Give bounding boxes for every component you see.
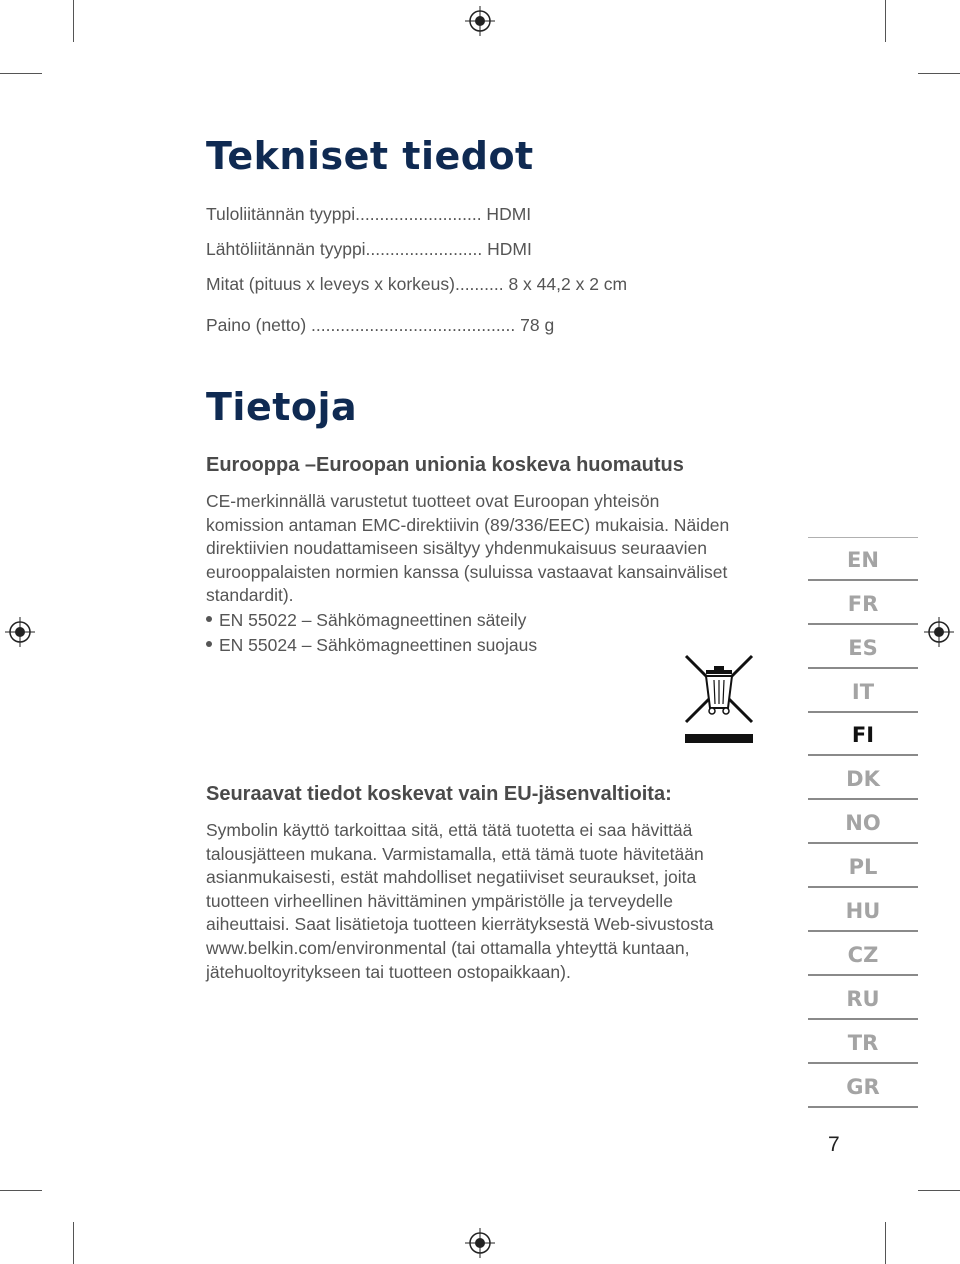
language-tab-en[interactable]: EN — [808, 537, 918, 581]
language-tab-gr[interactable]: GR — [808, 1064, 918, 1108]
language-tab-es[interactable]: ES — [808, 625, 918, 669]
language-tab-hu[interactable]: HU — [808, 888, 918, 932]
bullet-dot-icon — [206, 641, 212, 647]
standard-bullet-text: EN 55024 – Sähkömagneettinen suojaus — [219, 635, 538, 655]
crop-mark-top-left-h — [0, 73, 42, 74]
crop-mark-bottom-right-h — [918, 1190, 960, 1191]
spec-row-input-type: Tuloliitännän tyyppi.......................... HDMI — [206, 204, 532, 224]
weee-line: jätehuoltoyritykseen tai tuotteen ostopaikkaan). — [206, 961, 571, 982]
crop-mark-top-right-v — [885, 0, 886, 42]
crop-mark-bottom-left-h — [0, 1190, 42, 1191]
specs-heading: Tekniset tiedot — [206, 134, 534, 178]
eu-notice-subheading: Eurooppa –Euroopan unionia koskeva huomautus — [206, 454, 684, 476]
language-tab-ru[interactable]: RU — [808, 976, 918, 1020]
info-heading: Tietoja — [206, 385, 358, 429]
weee-line: asianmukaisesti, estät mahdolliset negatiiviset seuraukset, joita — [206, 867, 697, 888]
language-tab-pl[interactable]: PL — [808, 844, 918, 888]
weee-line: talousjätteen mukana. Varmistamalla, että tämä tuote hävitetään — [206, 843, 704, 864]
weee-paragraph — [206, 819, 806, 984]
weee-line: aiheuttaisi. Saat lisätietoja tuotteen kierrätyksestä Web-sivustosta — [206, 914, 714, 935]
crop-mark-bottom-left-v — [73, 1222, 74, 1264]
language-tab-fr[interactable]: FR — [808, 581, 918, 625]
standard-bullet-item — [206, 612, 526, 630]
crop-mark-top-right-h — [918, 73, 960, 74]
crop-mark-bottom-right-v — [885, 1222, 886, 1264]
language-tab-it[interactable]: IT — [808, 669, 918, 713]
eu-notice-line: direktiivien noudattamiseen sisältyy yhdenmukaisuus seuraavien — [206, 538, 707, 559]
weee-line: Symbolin käyttö tarkoittaa sitä, että tätä tuotetta ei saa hävittää — [206, 820, 693, 840]
registration-crosshair-icon — [465, 1228, 495, 1258]
spec-row-dimensions: Mitat (pituus x leveys x korkeus).......... 8 x 44,2 x 2 cm — [206, 274, 628, 294]
language-nav — [808, 537, 918, 1108]
language-tab-no[interactable]: NO — [808, 800, 918, 844]
eu-notice-line: standardit). — [206, 585, 294, 606]
registration-crosshair-icon — [5, 617, 35, 647]
registration-crosshair-icon — [465, 6, 495, 36]
weee-line: www.belkin.com/environmental (tai ottamalla yhteyttä kuntaan, — [206, 937, 690, 958]
registration-crosshair-icon — [924, 617, 954, 647]
language-tab-tr[interactable]: TR — [808, 1020, 918, 1064]
bullet-dot-icon — [206, 616, 212, 622]
language-tab-cz[interactable]: CZ — [808, 932, 918, 976]
eu-members-subheading: Seuraavat tiedot koskevat vain EU-jäsenvaltioita: — [206, 783, 672, 805]
eu-notice-line: komission antaman EMC-direktiivin (89/336/EEC) mukaisia. Näiden — [206, 514, 730, 535]
eu-notice-line: eurooppalaisten normien kanssa (suluissa vastaavat kansainväliset — [206, 561, 728, 582]
weee-line: tuotteen virheellinen hävittäminen ympäristölle ja terveydelle — [206, 890, 673, 911]
standard-bullet-text: EN 55022 – Sähkömagneettinen säteily — [219, 610, 527, 630]
standard-bullet-item — [206, 637, 537, 655]
crossed-out-wheelie-bin-icon — [680, 652, 758, 746]
eu-notice-paragraph — [206, 490, 806, 608]
page-number: 7 — [828, 1133, 840, 1156]
eu-notice-line: CE-merkinnällä varustetut tuotteet ovat Euroopan yhteisön — [206, 491, 660, 511]
language-tab-fi[interactable]: FI — [808, 713, 918, 757]
crop-mark-top-left-v — [73, 0, 74, 42]
spec-row-output-type: Lähtöliitännän tyyppi........................ HDMI — [206, 239, 532, 259]
spec-row-weight: Paino (netto) .......................................... 78 g — [206, 315, 555, 335]
language-tab-dk[interactable]: DK — [808, 756, 918, 800]
